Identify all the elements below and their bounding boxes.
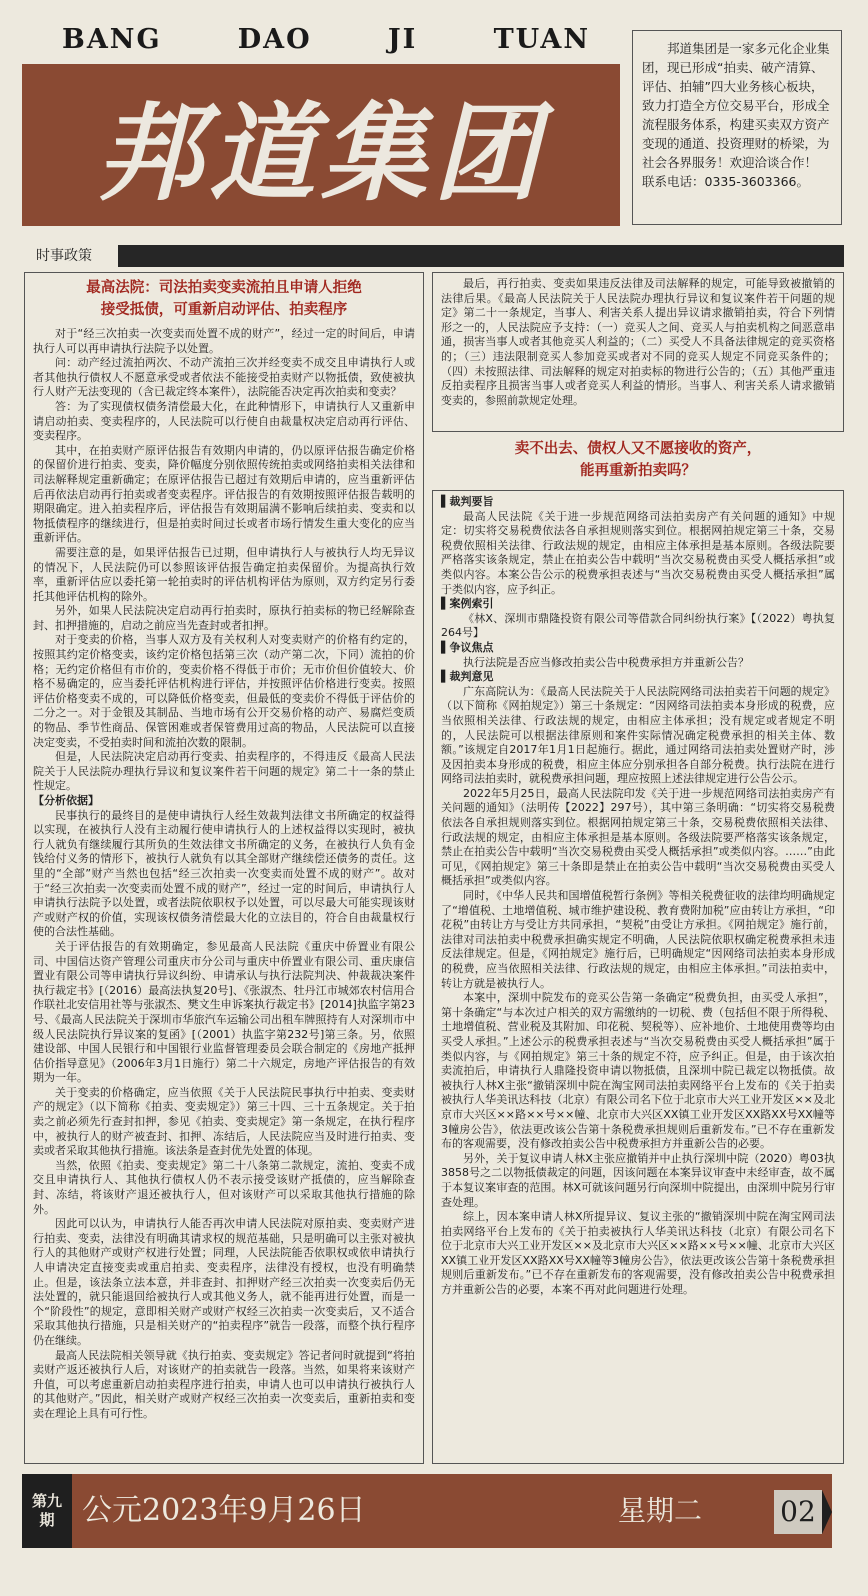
paragraph: 关于变卖的价格确定，应当依照《关于人民法院民事执行中拍卖、变卖财产的规定》（以下简称《拍卖、变卖规定》）第三十四、三十五条规定。关于拍卖之前必须先行查封扣押，参见《拍卖、变卖规定》第一条规定，在执行程序中，被执行人的财产被查封、扣押、冻结后，人民法院应当及时进行拍卖、变卖或者采取其他执行措施。该法条是查封优先处置的体现。 [33,1085,415,1158]
article-2-body [441,495,835,1298]
article-1-title [33,277,415,321]
paragraph: 关于评估报告的有效期确定，参见最高人民法院《重庆中侨置业有限公司、中国信达资产管理公司重庆市分公司与重庆中侨置业有限公司、重庆康信置业有限公司等申请执行异议纠纷、申请承认与执行法院判决、仲裁裁决案件执行裁定书》[（2016）最高法执复20号]、《张淑杰、牡丹江市城郊农村信用合作联社北安信用社等与张淑杰、樊文生申诉案执行裁定书》[2014]执监字第23号、《最高人民法院关于深圳市华旅汽车运输公司出租车牌照持有人对深圳市中级人民法院执行异议案的复函》[（2001）执监字第232号]第三条。另，依照建设部、中国人民银行和中国银行业监督管理委员会联合制定的《房地产抵押估价指导意见》（2006年3月1日施行）第二十六规定，房地产评估报告的有效期为一年。 [33,939,415,1085]
article-1-title-line: 接受抵债，可重新启动评估、拍卖程序 [100,302,348,318]
paragraph: 最后，再行拍卖、变卖如果违反法律及司法解释的规定，可能导致被撤销的法律后果。《最高人民法院关于人民法院办理执行异议和复议案件若干问题的规定》第二十一条规定，当事人、利害关系人提出异议请求撤销拍卖，符合下列情形之一的，人民法院应予支持：（一）竞买人之间、竞买人与拍卖机构之间恶意串通，损害当事人或者其他竞买人利益的；（二）买受人不具备法律规定的竞买资格的；（三）违法限制竞买人参加竞买或者对不同的竞买人规定不同竞买条件的；（四）未按照法律、司法解释的规定对拍卖标的物进行公告的；（五）其他严重违反拍卖程序且损害当事人或者竞买人利益的情形。当事人、利害关系人请求撤销变卖的，参照前款规定处理。 [441,277,835,407]
section-bar [22,245,844,267]
paragraph: 另外，关于复议申请人林X主张应撤销并中止执行深圳中院（2020）粤03执3858号之二以物抵债裁定的问题，因该问题在本案异议审查中未经审查，故不属于本复议案审查的范围。林X可就该问题另行向深圳中院提出，由深圳中院另行审查处理。 [441,1151,835,1209]
article-1-column [24,272,424,1464]
article-1-continued [432,272,844,432]
company-intro-text: 邦道集团是一家多元化企业集团，现已形成“拍卖、破产清算、评估、拍辅”四大业务核心板块，致力打造全方位交易平台，形成全流程服务体系，构建买卖双方资产变现的通道、投资理财的桥梁，为社会各界服务！欢迎洽谈合作！ [642,41,830,170]
paragraph: 2022年5月25日，最高人民法院印发《关于进一步规范网络司法拍卖房产有关问题的通知》（法明传【2022】297号），其中第三条明确：“切实将交易税费依法各自承担规则落实到位。根据网拍规定第三十条，交易税费依照相关法律、行政法规的规定，由相应主体承担是基本原则。各级法院要严格落实该条规定，禁止在拍卖公告中载明“当次交易税费由买受人概括承担”或类似内容。……”由此可见，《网拍规定》第三十条即是禁止在拍卖公告中载明“当次交易税费由买受人概括承担”或类似内容。 [441,786,835,888]
paragraph-heading: ▌裁判要旨 [441,495,494,508]
masthead-banner [22,64,620,226]
company-phone: 联系电话：0335-3603366。 [642,174,809,189]
paragraph: 因此可以认为，申请执行人能否再次申请人民法院对原拍卖、变卖财产进行拍卖、变卖，法律没有明确其请求权的规范基础，只是明确可以主张对被执行人的其他财产或财产权进行处置；同理，人民法院能否依职权或依申请执行人申请决定直接变卖或重启拍卖、变卖程序，法律没有授权，也没有明确禁止。但是，该法条立法本意，并非查封、扣押财产经三次拍卖一次变卖后仍无法处置的，就只能退回给被执行人或其他义务人，就不能再进行处置，而是一个“阶段性”的规定，意即相关财产或财产权经三次拍卖一次变卖后，又不适合采取其他执行措施，只是相关财产的“拍卖程序”就告一段落，而整个执行程序仍在继续。 [33,1217,415,1347]
paragraph: 本案中，深圳中院发布的竞买公告第一条确定“税费负担，由买受人承担”，第十条确定“与本次过户相关的双方需缴纳的一切税、费（包括但不限于所得税、土地增值税、营业税及其附加、印花税、契税等）、应补地价、土地使用费等均由买受人承担。”上述公示的税费承担表述与“当次交易税费由买受人概括承担”属于类似内容，与《网拍规定》第三十条的规定不符，应予纠正。但是，由于该次拍卖流拍后，申请执行人鼎隆投资申请以物抵债，且深圳中院已裁定以物抵债。故被执行人林X主张“撤销深圳中院在淘宝网司法拍卖网络平台上发布的《关于拍卖被执行人华美讯达科技（北京）有限公司名下位于北京市大兴工业开发区××及北京市大兴区××路××号××幢、北京市大兴区XX镇工业开发区XX路XX号XX幢等3幢房公告》，依法更改该公告第十条税费承担规则后重新发布。”已不存在重新发布的客观需要，没有修改拍卖公告中税费承担方并重新公告的必要。 [441,991,835,1151]
issue-line: 期 [39,1511,55,1529]
paragraph: 需要注意的是，如果评估报告已过期，但申请执行人与被执行人均无异议的情况下，人民法院仍可以参照该评估报告确定拍卖保留价。为提高执行效率，重新评估应以委托第一轮拍卖时的评估机构评估为原则，双方约定另行委托其他评估机构的除外。 [33,545,415,603]
paragraph: 对于“经三次拍卖一次变卖而处置不成的财产”，经过一定的时间后，申请执行人可以再申请执行法院予以处置。 [33,327,415,355]
section-label: 时事政策 [22,245,118,267]
page-number: 02 [774,1490,822,1534]
article-1-body [33,327,415,1422]
paragraph: 民事执行的最终目的是使申请执行人经生效裁判法律文书所确定的权益得以实现，在被执行人没有主动履行使申请执行人的上述权益得以实现时，被执行人就负有继续履行其所负的生效法律文书所确定的义务，在被执行人负有金钱给付义务的情形下，被执行人就负有以其全部财产继续偿还债务的责任。这里的“全部”财产当然也包括“经三次拍卖一次变卖而处置不成的财产”。故对于“经三次拍卖一次变卖而处置不成的财产”，经过一定的时间后，申请执行人申请执行法院予以处置，或者法院依职权予以处置，可以尽最大可能实现该财产或财产权的价值，实现该权债务清偿最大化的立法目的，符合自由裁量权行使的合法性基础。 [33,808,415,939]
paragraph: 综上，因本案申请人林X所提异议、复议主张的“撤销深圳中院在淘宝网司法拍卖网络平台上发布的《关于拍卖被执行人华美讯达科技（北京）有限公司名下位于北京市大兴工业开发区××及北京市大兴区××路××号××幢、北京市大兴区XX镇工业开发区XX路XX号XX幢等3幢房公告》，依法更改该公告第十条税费承担规则后重新发布。”已不存在重新发布的客观需要，没有修改拍卖公告中税费承担方并重新公告的必要，本案不再对此问题进行处理。 [441,1210,835,1297]
paragraph: 当然，依照《拍卖、变卖规定》第二十八条第二款规定，流拍、变卖不成交且申请执行人、其他执行债权人仍不表示接受该财产抵债的，应当解除查封、冻结，将该财产退还被执行人，但对该财产可以采取其他执行措施的除外。 [33,1158,415,1216]
article-2-column [432,490,844,1464]
masthead-letter: BANG [62,24,162,55]
page-number-arrow-icon [822,1490,832,1534]
masthead-letter: DAO [237,24,312,55]
article-2-title [432,438,844,482]
paragraph: 另外，如果人民法院决定启动再行拍卖时，原执行拍卖标的物已经解除查封、扣押措施的，启动之前应当先查封或者扣押。 [33,604,415,632]
issue-weekday: 星期二 [618,1494,703,1527]
issue-date: 公元2023年9月26日 [82,1493,366,1528]
masthead-letter: JI [387,24,418,55]
masthead-title: 邦道集团 [97,92,545,215]
paragraph: 答：为了实现债权债务清偿最大化，在此种情形下，申请执行人又重新申请启动拍卖、变卖程序的，人民法院可以行使自由裁量权决定启动再行评估、变卖程序。 [33,399,415,443]
article-2-title-line: 能再重新拍卖吗？ [580,463,696,479]
paragraph: 问：动产经过流拍两次、不动产流拍三次并经变卖不成交且申请执行人或者其他执行债权人不愿意承受或者依法不能接受拍卖财产以物抵债，致使被执行人财产无法变现的（含已裁定终本案件），法院能否决定再次拍卖和变卖？ [33,356,415,399]
company-intro-box [632,30,842,225]
paragraph-heading: ▌争议焦点 [441,640,494,654]
paragraph: 最高人民法院相关领导就《执行拍卖、变卖规定》答记者问时就提到“将拍卖财产返还被执行人后，对该财产的拍卖就告一段落。当然，如果将来该财产升值，可以考虑重新启动拍卖程序进行拍卖，申请人也可以申请执行被执行人的其他财产。”因此，相关财产或财产权经三次拍卖一次变卖后，重新拍卖和变卖在理论上具有可行性。 [33,1348,415,1420]
paragraph: 广东高院认为：《最高人民法院关于人民法院网络司法拍卖若干问题的规定》（以下简称《网拍规定》）第三十条规定：“因网络司法拍卖本身形成的税费，应当依照相关法律、行政法规的规定，由相应主体承担；没有规定或者规定不明的，人民法院可以根据法律原则和案件实际情况确定税费承担的相关主体、数额。”该规定自2017年1月1日起施行。据此，通过网络司法拍卖处置财产时，涉及因拍卖本身形成的税费，相应主体应分别承担各自部分税费。执行法院在进行网络司法拍卖时，就税费承担问题，理应按照上述法律规定进行公告公示。 [441,684,835,786]
paragraph: 但是，人民法院决定启动再行变卖、拍卖程序的，不得违反《最高人民法院关于人民法院办理执行异议和复议案件若干问题的规定》第二十一条的禁止性规定。 [33,750,415,793]
paragraph: 同时，《中华人民共和国增值税暂行条例》等相关税费征收的法律均明确规定了“增值税、土地增值税、城市维护建设税、教育费附加税”应由转让方承担，“印花税”由转让方与受让方共同承担，“契税”由受让方承担。《网拍规定》施行前，法律对司法拍卖中税费承担确实规定不明确，人民法院依职权确定税费承担未违反法律规定。但是，《网拍规定》施行后，已明确规定“因网络司法拍卖本身形成的税费，应当依照相关法律、行政法规的规定，由相应主体承担。”司法拍卖中，转让方就是被执行人。 [441,889,835,990]
article-1-title-line: 最高法院：司法拍卖变卖流拍且申请人拒绝 [86,280,362,296]
paragraph: 《林X、深圳市鼎隆投资有限公司等借款合同纠纷执行案》【（2022）粤执复264号】 [441,611,835,640]
paragraph-heading: ▌裁判意见 [441,670,494,684]
paragraph-heading: ▌案例索引 [441,597,494,611]
issue-number [22,1474,72,1548]
masthead-letter: TUAN [493,24,590,55]
paragraph: 执行法院是否应当修改拍卖公告中税费承担方并重新公告？ [463,655,749,669]
issue-line: 第九 [31,1492,62,1510]
paragraph-heading: 【分析依据】 [33,794,99,807]
paragraph: 最高人民法院《关于进一步规范网络司法拍卖房产有关问题的通知》中规定：切实将交易税费依法各自承担规则落实到位。根据网拍规定第三十条，交易税费依照相关法律、行政法规的规定，由相应主体承担是基本原则。各级法院要严格落实该条规定，禁止在拍卖公告中载明“当次交易税费由买受人概括承担”或类似内容。本案公告公示的税费承担表述与“当次交易税费由买受人概括承担”属于类似内容，应予纠正。 [441,509,835,596]
masthead-letters [62,24,590,58]
article-2-title-line: 卖不出去、债权人又不愿接收的资产， [514,441,762,457]
paragraph: 对于变卖的价格，当事人双方及有关权利人对变卖财产的价格有约定的，按照其约定价格变卖，该约定价格包括第三次（动产第二次，下同）流拍的价格；无约定价格但有市价的，变卖价格不得低于市价；无市价但价值较大、价格不易确定的，应当委托评估机构进行评估，并按照评估价格进行变卖。按照评估价格变卖不成的，可以降低价格变卖，但最低的变卖价不得低于评估价的二分之一。对于金银及其制品、当地市场有公开交易价格的动产、易腐烂变质的物品、季节性商品、保管困难或者保管费用过高的物品，人民法院可以直接决定变卖，不受拍卖时间和流拍次数的限制。 [33,633,415,749]
paragraph: 其中，在拍卖财产原评估报告有效期内申请的，仍以原评估报告确定价格的保留价进行拍卖、变卖，降价幅度分别依照传统拍卖或网络拍卖相关法律和司法解释规定重新确定；在原评估报告已超过有效期后申请的，应当重新评估后再依法启动再行拍卖或者变卖程序。评估报告的有效期按照评估报告载明的期限确定。进入拍卖程序后，评估报告有效期届满不影响后续拍卖、变卖和以物抵债程序的继续进行，但是拍卖时间过长或者市场行情发生重大变化的应当重新评估。 [33,443,415,545]
